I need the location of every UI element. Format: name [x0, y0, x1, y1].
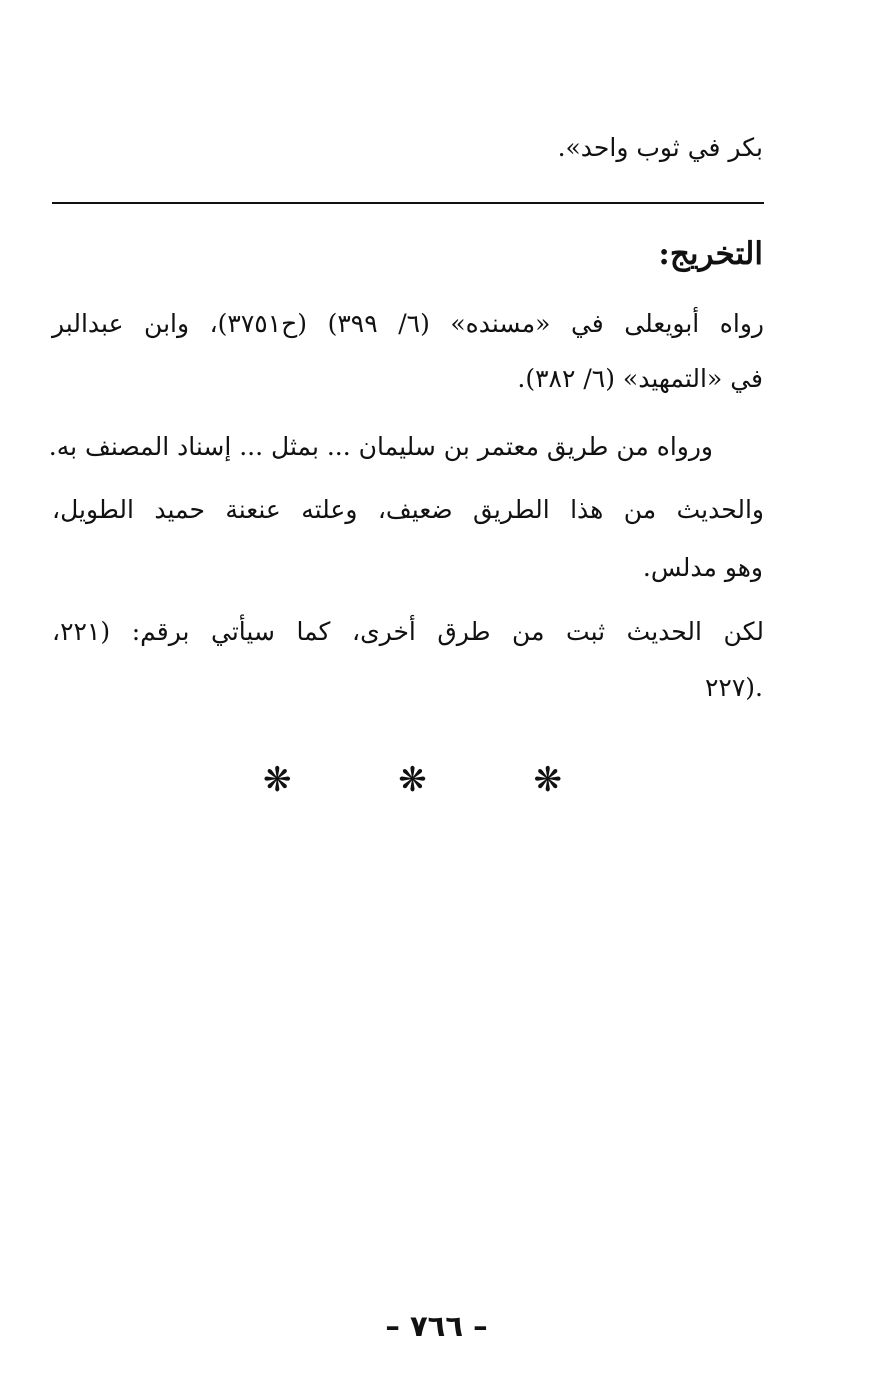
paragraph-1-line-1: رواه أبويعلى في «مسنده» (٦/ ٣٩٩) (ح٣٧٥١)، وابن عبدالبر — [52, 309, 764, 338]
paragraph-3-line-1: والحديث من هذا الطريق ضعيف، وعلته عنعنة حميد الطويل، — [52, 495, 764, 524]
horizontal-rule — [52, 202, 764, 204]
paragraph-4-line-2: ٢٢٧). — [705, 673, 763, 702]
paragraph-1-line-2: في «التمهيد» (٦/ ٣٨٢). — [517, 364, 763, 393]
section-heading: التخريج: — [658, 236, 763, 272]
paragraph-3-line-2: وهو مدلس. — [642, 553, 763, 582]
section-separator: ❋ ❋ ❋ — [262, 760, 611, 800]
continuation-line: بكر في ثوب واحد». — [557, 133, 763, 162]
paragraph-4-line-1: لكن الحديث ثبت من طرق أخرى، كما سيأتي برقم: (٢٢١، — [52, 617, 764, 646]
page-number: – ٧٦٦ – — [385, 1309, 488, 1343]
paragraph-2-line-1: ورواه من طريق معتمر بن سليمان ... بمثل ... إسناد المصنف به. — [48, 432, 713, 461]
